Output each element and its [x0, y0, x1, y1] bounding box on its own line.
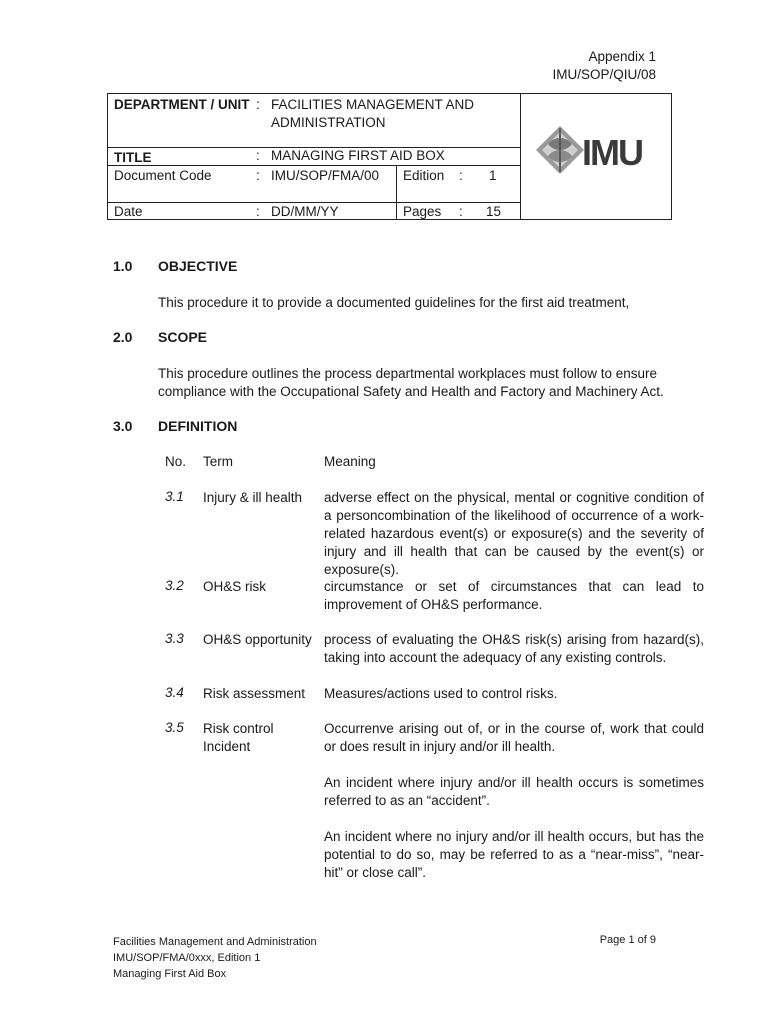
- definition-meaning: adverse effect on the physical, mental or cognitive condition of a personcombination of the likelihood of occurrence of a work-related hazardous event(s) or exposure(s) and the severity of injury and ill health that can be caused by the event(s) or exposure(s).: [324, 490, 704, 577]
- document-code-label: Document Code: [114, 168, 212, 183]
- definition-meaning: An incident where no injury and/or ill health occurs, but has the potential to do so, may be referred to as a “near-miss”, “near-hit” or close call”.: [324, 829, 704, 880]
- definition-number: 3.3: [165, 631, 184, 646]
- definition-number: 3.1: [165, 489, 184, 504]
- colon: :: [256, 168, 260, 183]
- colon: :: [459, 204, 463, 219]
- section-number: 3.0: [113, 418, 133, 434]
- pages-value: 15: [486, 204, 502, 219]
- colon: :: [459, 168, 463, 183]
- appendix-number: Appendix 1: [588, 49, 656, 64]
- definition-meaning: An incident where injury and/or ill health occurs is sometimes referred to as an “accident”.: [324, 775, 704, 808]
- title-label: TITLE: [114, 150, 152, 165]
- definition-term: Injury & ill health: [203, 490, 303, 505]
- definition-number: 3.2: [165, 578, 184, 593]
- department-value: FACILITIES MANAGEMENT AND ADMINISTRATION: [271, 97, 475, 130]
- title-value: MANAGING FIRST AID BOX: [271, 148, 445, 163]
- footer-doc-code: IMU/SOP/FMA/0xxx, Edition 1: [113, 952, 261, 964]
- edition-label: Edition: [403, 168, 445, 183]
- definition-number: 3.4: [165, 685, 184, 700]
- definition-number: 3.5: [165, 720, 184, 735]
- document-code-value: IMU/SOP/FMA/00: [271, 168, 380, 183]
- footer-title: Managing First Aid Box: [113, 968, 227, 980]
- edition-value: 1: [489, 168, 497, 183]
- page-footer: [113, 934, 317, 982]
- definition-term: Risk control Incident: [203, 721, 274, 754]
- section-title-scope: SCOPE: [158, 329, 208, 345]
- logo-text: IMU: [582, 132, 642, 173]
- definition-meaning: circumstance or set of circumstances that can lead to improvement of OH&S performance.: [324, 579, 704, 612]
- column-header-no: No.: [165, 454, 187, 469]
- definition-term: OH&S risk: [203, 579, 267, 594]
- column-header-term: Term: [203, 454, 233, 469]
- colon: :: [256, 97, 260, 112]
- section-title-definition: DEFINITION: [158, 418, 238, 434]
- colon: :: [256, 204, 260, 219]
- page-number: Page 1 of 9: [599, 934, 656, 946]
- appendix-code: IMU/SOP/QIU/08: [552, 67, 656, 82]
- scope-text: This procedure outlines the process departmental workplaces must follow to ensure compliance with the Occupational Safety and Health and Factory and Machinery Act.: [158, 366, 664, 399]
- pages-label: Pages: [403, 204, 442, 219]
- colon: :: [256, 148, 260, 163]
- footer-department: Facilities Management and Administration: [113, 936, 317, 948]
- definition-meaning: process of evaluating the OH&S risk(s) arising from hazard(s), taking into account the adequacy of any existing controls.: [324, 632, 704, 665]
- section-number: 2.0: [113, 329, 133, 345]
- department-label: DEPARTMENT / UNIT: [114, 97, 250, 112]
- column-header-meaning: Meaning: [324, 454, 376, 469]
- date-value: DD/MM/YY: [271, 204, 339, 219]
- date-label: Date: [114, 204, 143, 219]
- definition-term: OH&S opportunity: [203, 632, 312, 647]
- imu-logo: [536, 113, 661, 188]
- appendix-reference: [552, 48, 656, 84]
- section-number: 1.0: [113, 258, 133, 274]
- section-title-objective: OBJECTIVE: [158, 258, 238, 274]
- definition-meaning: Measures/actions used to control risks.: [324, 686, 558, 701]
- definition-term: Risk assessment: [203, 686, 306, 701]
- definition-meaning: Occurrenve arising out of, or in the course of, work that could or does result in injury and/or ill health.: [324, 721, 704, 754]
- objective-text: This procedure it to provide a documented guidelines for the first aid treatment,: [158, 295, 630, 310]
